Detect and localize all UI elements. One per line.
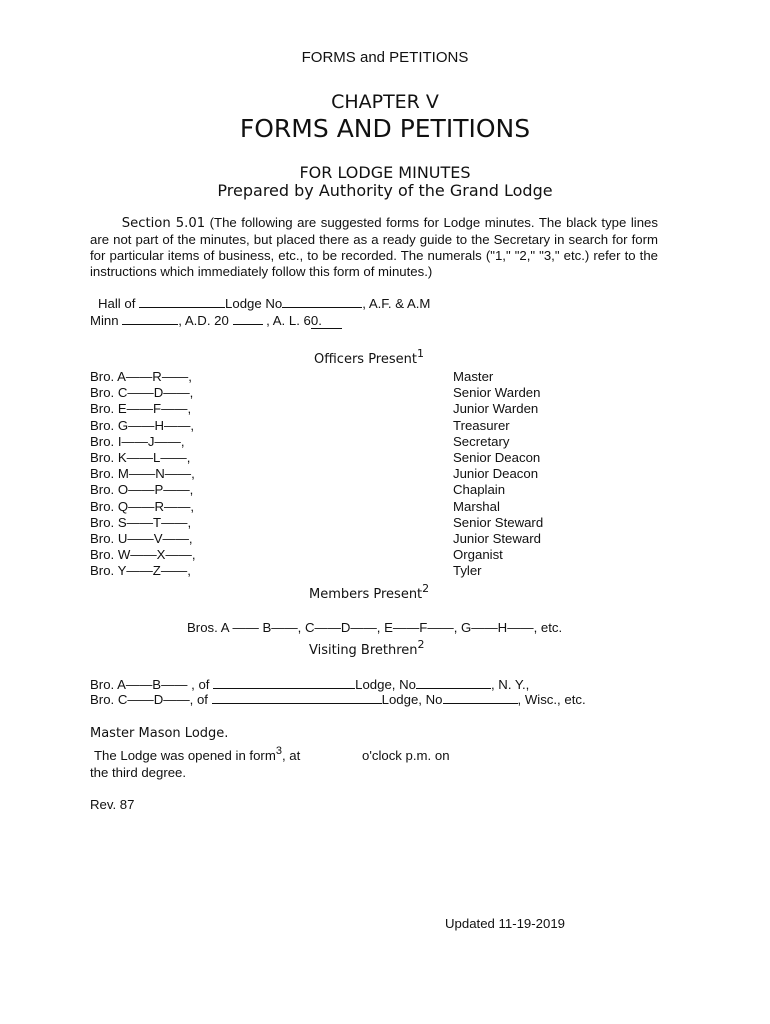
visitor-lodge-blank <box>213 677 355 689</box>
officer-title: Junior Warden <box>453 401 539 417</box>
opened-line <box>94 745 301 763</box>
footnote-ref-1: 1 <box>416 347 424 360</box>
section-label: Section 5.01 <box>121 216 206 231</box>
officer-name: Bro. M——N——, <box>90 466 195 482</box>
lodge-no-label: Lodge No <box>225 296 283 311</box>
members-line: Bros. A —— B——, C——D——, E——F——, G——H——, etc. <box>187 620 563 635</box>
officer-title: Organist <box>453 547 503 563</box>
officer-title: Master <box>453 369 494 384</box>
officer-name: Bro. W——X——, <box>90 547 196 563</box>
visitor-lodge-label: Lodge, No <box>381 692 443 707</box>
ad-blank <box>233 313 263 325</box>
section-paragraph <box>90 215 658 280</box>
af-am-label: , A.F. & A.M <box>362 296 431 311</box>
members-present-heading <box>309 582 430 602</box>
officer-name: Bro. A——R——, <box>90 369 192 384</box>
visitor-lodge-label: Lodge, No <box>355 677 416 692</box>
al-period: . <box>318 313 322 328</box>
officer-name: Bro. I——J——, <box>90 433 185 449</box>
officer-title: Chaplain <box>453 482 506 498</box>
opened-at: , at <box>281 748 301 763</box>
al-label: , A. L. 6 <box>262 313 311 328</box>
subtitle-lodge-minutes: FOR LODGE MINUTES <box>299 163 471 182</box>
officer-title: Senior Warden <box>453 385 541 401</box>
visitor-name: Bro. C——D——, of <box>90 692 212 707</box>
visitor-lodge-blank <box>212 692 382 704</box>
officers-present-label: Officers Present <box>314 352 417 367</box>
visiting-brethren-heading <box>309 638 425 658</box>
officer-title: Senior Deacon <box>453 449 541 465</box>
officers-present-heading <box>314 347 424 367</box>
subtitle-prepared-by: Prepared by Authority of the Grand Lodge <box>217 181 553 200</box>
officer-titles <box>453 369 543 579</box>
officer-name: Bro. U——V——, <box>90 530 193 546</box>
officer-title: Senior Steward <box>453 514 544 530</box>
officer-name: Bro. K——L——, <box>90 449 191 465</box>
al-year-blank <box>311 313 342 329</box>
visitor-line <box>90 677 529 692</box>
visitor-no-blank <box>416 677 491 689</box>
visitor-state: , Wisc., etc. <box>517 692 586 707</box>
section-text: (The following are suggested forms for Lodge minutes. The black type lines are not part of the minutes, but placed there as a ready guide to the Secretary in search for form for particular items of business, etc., to be recorded. The numerals ("1," "2," "3," etc.) refer to the instructions which immediately follow this form of minutes.) <box>90 215 658 279</box>
footnote-ref-3: 3 <box>275 745 282 757</box>
master-mason-heading: Master Mason Lodge. <box>90 726 229 741</box>
visiting-brethren-label: Visiting Brethren <box>309 643 418 658</box>
third-degree-line: the third degree. <box>90 765 187 780</box>
lodge-no-blank <box>282 296 362 308</box>
officer-title: Junior Deacon <box>453 466 539 482</box>
officer-name: Bro. C——D——, <box>90 385 194 401</box>
officer-title: Treasurer <box>453 417 510 433</box>
hall-blank <box>139 296 225 308</box>
visitor-state: , N. Y., <box>490 677 530 692</box>
opened-time-text: o'clock p.m. on <box>362 748 450 763</box>
officer-names <box>90 369 196 579</box>
officer-name: Bro. Q——R——, <box>90 498 195 514</box>
officer-name: Bro. G——H——, <box>90 417 195 433</box>
hall-line <box>98 296 430 311</box>
footnote-ref-2: 2 <box>422 582 430 595</box>
chapter-heading: CHAPTER V <box>331 91 439 113</box>
minn-blank <box>122 313 178 325</box>
updated-date: Updated 11-19-2019 <box>445 916 566 931</box>
minn-label: Minn <box>90 313 123 328</box>
opened-text: The Lodge was opened in form <box>94 748 276 763</box>
visitor-line <box>90 692 586 707</box>
revision-label: Rev. 87 <box>90 797 135 812</box>
footnote-ref-2b: 2 <box>417 638 425 651</box>
officer-name: Bro. E——F——, <box>90 401 192 417</box>
minn-line <box>90 313 342 328</box>
officer-title: Tyler <box>453 563 482 579</box>
officer-name: Bro. O——P——, <box>90 482 194 498</box>
officer-title: Junior Steward <box>453 530 541 546</box>
members-present-label: Members Present <box>309 587 423 602</box>
officer-name: Bro. Y——Z——, <box>90 563 191 579</box>
visitor-no-blank <box>443 692 518 704</box>
hall-of-label: Hall of <box>98 296 140 311</box>
officer-name: Bro. S——T——, <box>90 514 192 530</box>
officer-title: Marshal <box>453 498 500 514</box>
running-head: FORMS and PETITIONS <box>301 49 469 66</box>
ad-label: , A.D. 20 <box>178 313 233 328</box>
officer-title: Secretary <box>453 433 510 449</box>
page-title: FORMS AND PETITIONS <box>239 114 531 143</box>
al-zero: 0 <box>310 313 319 328</box>
visitor-name: Bro. A——B—— , of <box>90 677 214 692</box>
